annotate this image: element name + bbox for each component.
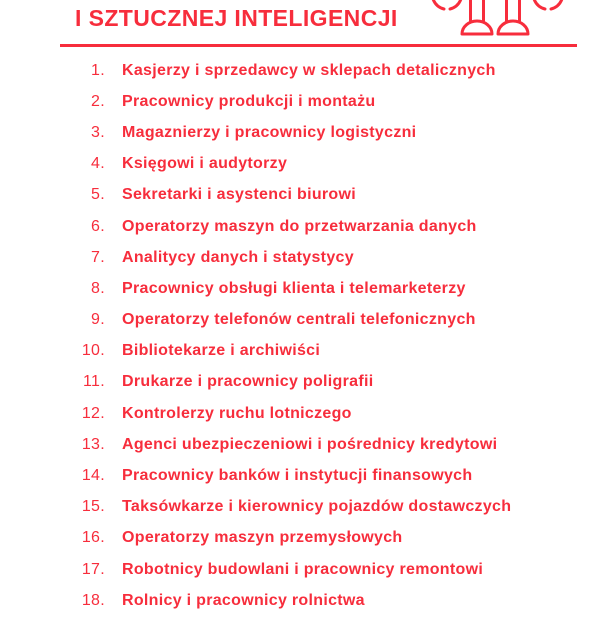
page-title: I SZTUCZNEJ INTELIGENCJI [75,5,398,31]
list-item-label: Taksówkarze i kierownicy pojazdów dostawczych [122,498,512,516]
list-item [0,523,600,554]
list-item-label: Analitycy danych i statystycy [122,248,354,266]
list-item-label: Kontrolerzy ruchu lotniczego [122,404,352,422]
list-item [0,242,600,273]
list-item-label: Operatorzy maszyn do przetwarzania danych [122,217,477,235]
list-item-number: 2. [91,92,105,110]
list-item-number: 12. [81,404,105,422]
list-item [0,55,600,86]
jobs-list [0,55,600,616]
list-item-number: 1. [91,61,105,79]
list-item-label: Drukarze i pracownicy poligrafii [122,373,374,391]
list-item-label: Pracownicy obsługi klienta i telemarketerzy [122,279,466,297]
list-item-number: 13. [81,435,105,453]
list-item [0,273,600,304]
list-item-label: Sekretarki i asystenci biurowi [122,186,356,204]
list-item-label: Kasjerzy i sprzedawcy w sklepach detalicznych [122,61,496,79]
list-item-label: Robotnicy budowlani i pracownicy remontowi [122,560,484,578]
list-item-label: Operatorzy telefonów centrali telefonicznych [122,311,476,329]
list-item-number: 9. [91,311,105,329]
list-item-number: 15. [81,498,105,516]
list-item-number: 5. [91,186,105,204]
list-item-number: 7. [91,248,105,266]
list-item [0,398,600,429]
title-divider [60,44,577,47]
list-item [0,180,600,211]
list-item [0,149,600,180]
list-item [0,429,600,460]
list-item-label: Magaznierzy i pracownicy logistyczni [122,123,417,141]
list-item-number: 3. [91,123,105,141]
list-item-number: 11. [83,373,105,391]
list-item-number: 4. [91,155,105,173]
list-item-number: 8. [91,279,105,297]
list-item-label: Operatorzy maszyn przemysłowych [122,529,403,547]
list-item [0,460,600,491]
list-item-label: Pracownicy banków i instytucji finansowych [122,467,473,485]
list-item [0,117,600,148]
list-item [0,367,600,398]
list-item-label: Rolnicy i pracownicy rolnictwa [122,591,365,609]
list-item-label: Bibliotekarze i archiwiści [122,342,321,360]
list-item-label: Agenci ubezpieczeniowi i pośrednicy kredytowi [122,435,498,453]
list-item-number: 16. [81,529,105,547]
list-item-number: 6. [91,217,105,235]
list-item-number: 18. [81,591,105,609]
list-item-label: Pracownicy produkcji i montażu [122,92,376,110]
list-item [0,211,600,242]
list-item [0,336,600,367]
list-item [0,305,600,336]
list-item-number: 10. [81,342,105,360]
list-item-number: 17. [81,560,105,578]
list-item [0,492,600,523]
list-item [0,86,600,117]
list-item-label: Księgowi i audytorzy [122,155,288,173]
list-item-number: 14. [81,467,105,485]
list-item [0,585,600,616]
list-item [0,554,600,585]
robot-legs-icon [430,0,565,38]
